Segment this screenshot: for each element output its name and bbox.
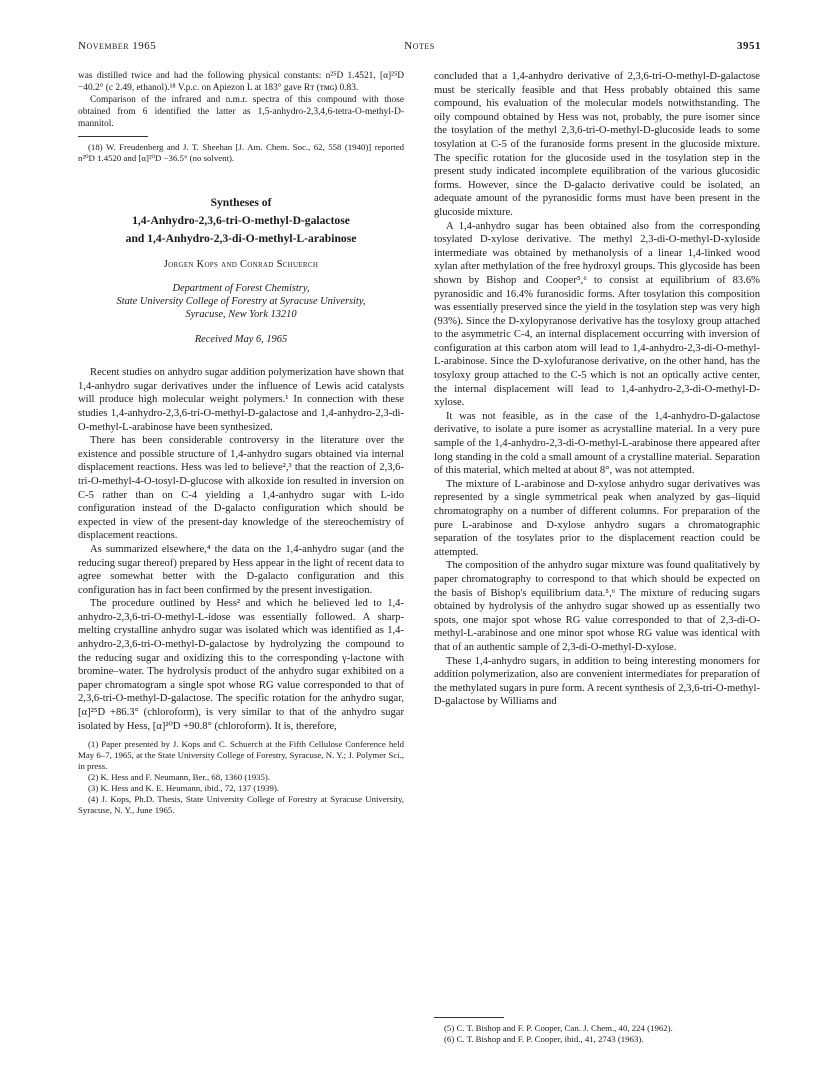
continued-text-2: Comparison of the infrared and n.m.r. spectra of this compound with those obtained from 6 identified the latter as 1,5-anhydro-2,3,4,6-tetra-O-methyl-D-mannitol. (78, 95, 404, 129)
footnote-2: (2) K. Hess and F. Neumann, Ber., 68, 1360 (1935). (88, 772, 271, 783)
paragraph: concluded that a 1,4-anhydro derivative of 2,3,6-tri-O-methyl-D-galactose must be sterically feasible and that Hess probably obtained this same compound, his evaluation of the molecular models notwithstanding. The oily compound obtained by Hess was not, probably, the pure isomer since the tosylation of the methyl 2,3,6-tri-O-methyl-D-glucoside leads to some tosylation at C-5 of the furanoside forms present in the glucoside mixture. The specific rotation for the glucoside used in the tosylation step in the present study indicated incomplete equilibration of the various glucosidic forms. However, since the D-galacto derivative could be isolated, an adequate amount of the pyranosidic forms must have been present in the glucoside mixture. (434, 71, 760, 218)
header-date: November 1965 (78, 40, 157, 52)
article-authors: Jorgen Kops and Conrad Schuerch (163, 259, 319, 270)
paragraph: The procedure outlined by Hess² and which he believed led to 1,4-anhydro-2,3,6-tri-O-methyl-L-idose was essentially followed. A sharp-melting crystalline anhydro sugar was isolated which was identified as 1,4-anhydro-2,3,6-tri-O-methyl-D-galactose by hydrolyzing the compound to the reducing sugar and oxidizing this to the corresponding γ-lactone with bromine–water. The hydrolysis product of the anhydro sugar exhibited on a paper chromatogram a single spot whose RG value corresponded to that of 2,3,6-tri-O-methyl-D-galactose. The specific rotation for the anhydro sugar, [α]²⁵D +86.3° (chloroform), is very similar to that of the anhydro sugar isolated by Hess, [α]²⁰D +90.8° (chloroform). It is, therefore, (78, 598, 404, 732)
continued-text: was distilled twice and had the following physical constants: n²⁵D 1.4521, [α]²⁵D −40.2° (c 2.49, ethanol).¹⁸ V.p.c. on Apiezon L at 183° gave Rᴛ (ᴛᴍɢ) 0.83. (78, 71, 404, 93)
right-column (434, 70, 760, 709)
paragraph: These 1,4-anhydro sugars, in addition to being interesting monomers for addition polymerization, also are convenient intermediates for preparation of the methylated sugars in pure form. A recent synthesis of 2,3,6-tri-O-methyl-D-galactose by Williams and (434, 655, 760, 708)
paragraph: The mixture of L-arabinose and D-xylose anhydro sugar derivatives was represented by a single symmetrical peak when analyzed by gas–liquid chromatography on a number of different columns. For preparation of the pure L-arabinose and D-xylose anhydro sugars a chromatographic separation of the tosylates prior to the displacement reaction could be attempted. (434, 478, 760, 558)
author-affiliation: Department of Forest Chemistry, State University College of Forestry at Syracuse University, Syracuse, New York 13210 (116, 282, 366, 320)
page-number: 3951 (737, 40, 761, 52)
footnote-6: (6) C. T. Bishop and F. P. Cooper, ibid., 41, 2743 (1963). (444, 1034, 644, 1044)
footnote-3: (3) K. Hess and K. E. Heumann, ibid., 72, 137 (1939). (88, 783, 280, 794)
received-date: Received May 6, 1965 (194, 333, 288, 345)
right-footnotes (434, 1017, 760, 1045)
left-column (78, 70, 404, 816)
paragraph: There has been considerable controversy in the literature over the existence and possible structure of 1,4-anhydro sugars obtained via internal displacement reactions. Hess was led to believe²,³ that the reaction of 2,3,6-tri-O-methyl-4-O-tosyl-D-glucose with alkoxide ion resulted in inversion on C-5 rather than on C-4 yielding a 1,4-anhydro sugar with L-ido configuration instead of the D-galacto configuration which should be expected in view of the present-day knowledge of the stereochemistry of displacement reactions. (78, 435, 404, 542)
footnote-rule (434, 1017, 504, 1018)
article-title: Syntheses of 1,4-Anhydro-2,3,6-tri-O-methyl-D-galactose and 1,4-Anhydro-2,3-di-O-methyl-L-arabinose (125, 196, 357, 245)
footnote-5: (5) C. T. Bishop and F. P. Cooper, Can. J. Chem., 40, 224 (1962). (444, 1023, 673, 1033)
paragraph: As summarized elsewhere,⁴ the data on the 1,4-anhydro sugar (and the reducing sugar thereof) prepared by Hess appear in the light of recent data to agree somewhat better with the D-galacto configuration and this configuration has in fact been confirmed by the present investigation. (78, 543, 404, 596)
footnote-4: (4) J. Kops, Ph.D. Thesis, State University College of Forestry at Syracuse University, Syracuse, N. Y., June 1965. (78, 794, 404, 816)
paragraph: A 1,4-anhydro sugar has been obtained also from the corresponding tosylated D-xylose derivative. The methyl 2,3-di-O-methyl-D-xyloside intermediate was obtained by methanolysis of a linear 1,4-linked wood xylan after methylation of the free hydroxyl groups. This glycoside has been shown by Bishop and Cooper⁵,⁶ to consist at equilibrium of 83.6% pyranosidic and 16.4% furanosidic forms. After tosylation this composition was essentially preserved since the yield in the tosylation step was very high (93%). Since the D-xylopyranose derivative has the tosyloxy group attached to the asymmetric C-4, an internal displacement occurring with inversion of configuration at this carbon atom will lead to 1,4-anhydro-2,3-di-O-methyl-L-arabinose. Since the D-xylofuranose derivative, on the other hand, has the tosyloxy group attached to the C-5 which is not an optically active center, the internal displacement will lead to 1,4-anhydro-2,3-di-O-methyl-D-xylose. (434, 220, 760, 409)
footnote-1: (1) Paper presented by J. Kops and C. Schuerch at the Fifth Cellulose Conference held May 6–7, 1965, at the State University College of Forestry, Syracuse, N. Y.; J. Polymer Sci., in press. (78, 739, 404, 772)
running-header (78, 40, 761, 56)
paragraph: It was not feasible, as in the case of the 1,4-anhydro-D-galactose derivative, to isolate a pure isomer as acrystalline material. In a very pure sample of the 1,4-anhydro-2,3-di-O-methyl-L-arabinose there appeared after long standing in the cold a small amount of a crystalline material. Separation of this material, which melted at about 8°, was not attempted. (434, 410, 760, 477)
paragraph: The composition of the anhydro sugar mixture was found qualitatively by paper chromatography to correspond to that which should be expected on the basis of Bishop's equilibrium data.⁵,⁶ The mixture of reducing sugars obtained by hydrolysis of the anhydro sugar showed up as essentially two spots, one major spot whose RG value corresponded to that of 2,3-di-O-methyl-L-arabinose and one minor spot whose RG value was identical with that of an authentic sample of 2,3-di-O-methyl-D-xylose. (434, 560, 760, 653)
footnote-18: (18) W. Freudenberg and J. T. Sheehan [J. Am. Chem. Soc., 62, 558 (1940)] reported n²⁰D 1.4520 and [α]²⁰D −36.5° (no solvent). (78, 142, 404, 163)
footnote-rule (78, 136, 148, 137)
footnotes (78, 739, 404, 816)
header-section: Notes (404, 40, 435, 52)
paragraph: Recent studies on anhydro sugar addition polymerization have shown that 1,4-anhydro sugar derivatives under the influence of Lewis acid catalysts will produce high molecular weight polymers.¹ In connection with these studies 1,4-anhydro-2,3,6-tri-O-methyl-D-galactose and 1,4-anhydro-2,3-di-O-methyl-L-arabinose have been synthesized. (78, 367, 404, 433)
